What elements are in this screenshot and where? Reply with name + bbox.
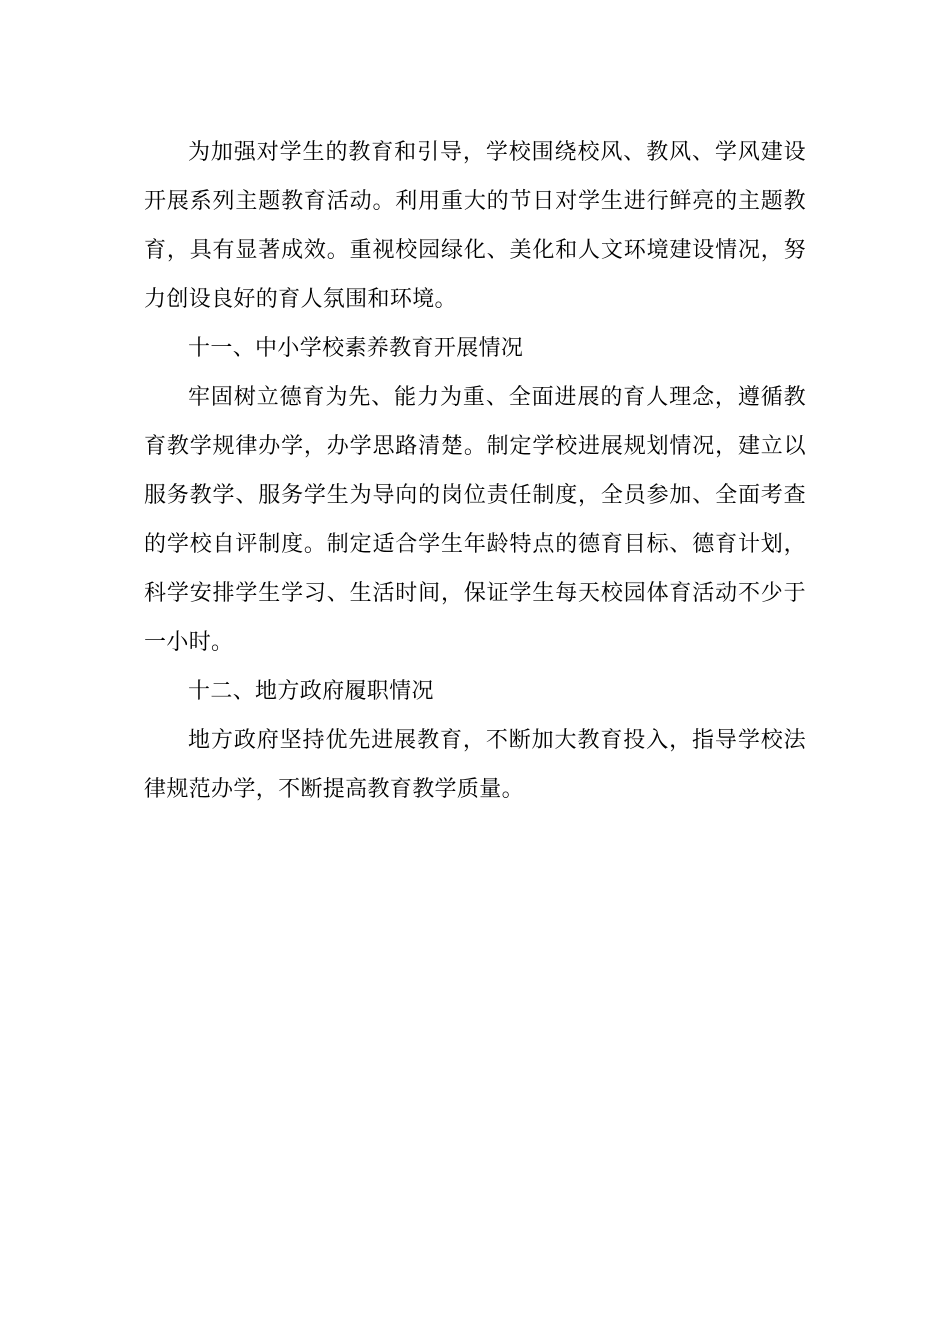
document-body	[144, 128, 806, 814]
paragraph-quality-education: 牢固树立德育为先、能力为重、全面进展的育人理念，遵循教育教学规律办学，办学思路清楚。制定学校进展规划情况，建立以服务教学、服务学生为导向的岗位责任制度，全员参加、全面考查的学校自评制度。制定适合学生年龄特点的德育目标、德育计划，科学安排学生学习、生活时间，保证学生每天校园体育活动不少于一小时。	[144, 385, 806, 655]
paragraph-government-duties: 地方政府坚持优先进展教育，不断加大教育投入，指导学校法律规范办学，不断提高教育教学质量。	[144, 728, 806, 802]
heading-section-12: 十二、地方政府履职情况	[188, 679, 434, 704]
heading-section-11: 十一、中小学校素养教育开展情况	[188, 336, 524, 361]
paragraph-school-culture: 为加强对学生的教育和引导，学校围绕校风、教风、学风建设开展系列主题教育活动。利用重大的节日对学生进行鲜亮的主题教育，具有显著成效。重视校园绿化、美化和人文环境建设情况，努力创设良好的育人氛围和环境。	[144, 140, 806, 312]
